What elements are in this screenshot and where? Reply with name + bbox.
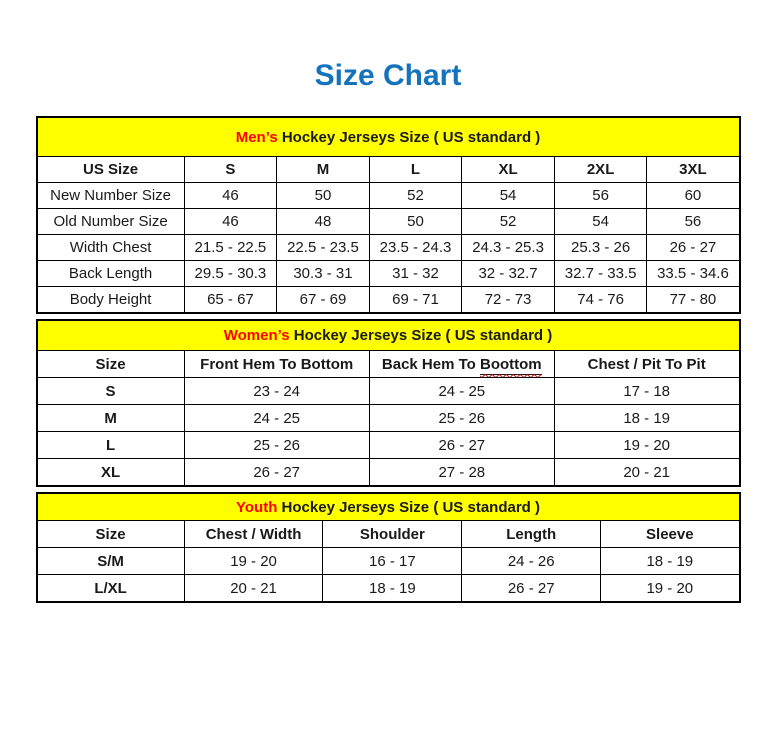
cell-value: 26 - 27 (184, 459, 369, 487)
column-header: Length (462, 521, 601, 548)
table-row (37, 575, 740, 603)
cell-value: 23 - 24 (184, 378, 369, 405)
cell-value: 26 - 27 (369, 432, 554, 459)
cell-value: 20 - 21 (554, 459, 739, 487)
cell-value: 67 - 69 (277, 287, 370, 314)
misspelled-word: Boottom (480, 355, 542, 373)
section-header-text: Hockey Jerseys Size ( US standard ) (277, 128, 541, 146)
cell-value: 25.3 - 26 (554, 235, 647, 261)
table-row (37, 261, 740, 287)
cell-value: 54 (554, 209, 647, 235)
cell-value: 54 (462, 183, 555, 209)
column-header: 3XL (647, 157, 740, 183)
cell-value: 74 - 76 (554, 287, 647, 314)
cell-value: 23.5 - 24.3 (369, 235, 462, 261)
column-header: 2XL (554, 157, 647, 183)
cell-value: 24 - 25 (184, 405, 369, 432)
column-header: L (369, 157, 462, 183)
column-header: S (184, 157, 277, 183)
cell-value: 46 (184, 209, 277, 235)
cell-value: 50 (369, 209, 462, 235)
row-label: S/M (37, 548, 185, 575)
womens-band-row (37, 320, 740, 351)
cell-value: 72 - 73 (462, 287, 555, 314)
row-label: XL (37, 459, 185, 487)
section-header-text: Hockey Jerseys Size ( US standard ) (289, 327, 553, 344)
cell-value: 18 - 19 (554, 405, 739, 432)
table-row (37, 405, 740, 432)
table-row (37, 548, 740, 575)
page-title: Size Chart (314, 59, 462, 92)
cell-value: 50 (277, 183, 370, 209)
mens-section-header (37, 117, 740, 157)
cell-value: 16 - 17 (323, 548, 462, 575)
cell-value: 25 - 26 (369, 405, 554, 432)
cell-value: 30.3 - 31 (277, 261, 370, 287)
cell-value: 22.5 - 23.5 (277, 235, 370, 261)
cell-value: 27 - 28 (369, 459, 554, 487)
cell-value: 24.3 - 25.3 (462, 235, 555, 261)
size-chart-tables (36, 116, 741, 603)
womens-size-table (36, 319, 741, 487)
row-label: Body Height (37, 287, 185, 314)
section-header-text: Hockey Jerseys Size ( US standard ) (277, 498, 540, 516)
section-header-highlight: Men’s (235, 128, 278, 146)
table-row (37, 378, 740, 405)
cell-value: 52 (369, 183, 462, 209)
cell-value: 24 - 26 (462, 548, 601, 575)
cell-value: 46 (184, 183, 277, 209)
row-label: S (37, 378, 185, 405)
row-label: L/XL (37, 575, 185, 603)
cell-value: 56 (647, 209, 740, 235)
row-label: Old Number Size (37, 209, 185, 235)
cell-value: 60 (647, 183, 740, 209)
cell-value: 31 - 32 (369, 261, 462, 287)
column-header: Size (37, 351, 185, 378)
cell-value: 19 - 20 (184, 548, 323, 575)
section-header-highlight: Youth (236, 498, 278, 516)
cell-value: 48 (277, 209, 370, 235)
cell-value: 19 - 20 (554, 432, 739, 459)
cell-value: 26 - 27 (647, 235, 740, 261)
cell-value: 18 - 19 (601, 548, 740, 575)
cell-value: 32.7 - 33.5 (554, 261, 647, 287)
cell-value: 26 - 27 (462, 575, 601, 603)
youth-header-row (37, 521, 740, 548)
cell-value: 33.5 - 34.6 (647, 261, 740, 287)
column-header: Back Hem To Boottom (369, 351, 554, 378)
table-row (37, 209, 740, 235)
row-label: Width Chest (37, 235, 185, 261)
cell-value: 17 - 18 (554, 378, 739, 405)
youth-section-header (37, 493, 740, 521)
table-row (37, 459, 740, 487)
cell-value: 18 - 19 (323, 575, 462, 603)
column-header: Size (37, 521, 185, 548)
section-header-highlight: Women’s (223, 327, 290, 344)
row-label: M (37, 405, 185, 432)
column-header: Chest / Pit To Pit (554, 351, 739, 378)
column-header: Chest / Width (184, 521, 323, 548)
youth-band-row (37, 493, 740, 521)
row-label: L (37, 432, 185, 459)
column-header: XL (462, 157, 555, 183)
table-row (37, 287, 740, 314)
womens-header-row (37, 351, 740, 378)
column-header: Front Hem To Bottom (184, 351, 369, 378)
mens-band-row (37, 117, 740, 157)
cell-value: 69 - 71 (369, 287, 462, 314)
column-header: US Size (37, 157, 185, 183)
cell-value: 32 - 32.7 (462, 261, 555, 287)
table-row (37, 183, 740, 209)
table-row (37, 235, 740, 261)
cell-value: 19 - 20 (601, 575, 740, 603)
column-header: M (277, 157, 370, 183)
cell-value: 21.5 - 22.5 (184, 235, 277, 261)
cell-value: 24 - 25 (369, 378, 554, 405)
row-label: New Number Size (37, 183, 185, 209)
column-header: Shoulder (323, 521, 462, 548)
cell-value: 56 (554, 183, 647, 209)
cell-value: 29.5 - 30.3 (184, 261, 277, 287)
cell-value: 77 - 80 (647, 287, 740, 314)
youth-size-table (36, 492, 741, 603)
cell-value: 20 - 21 (184, 575, 323, 603)
womens-section-header (37, 320, 740, 351)
cell-value: 25 - 26 (184, 432, 369, 459)
row-label: Back Length (37, 261, 185, 287)
column-header: Sleeve (601, 521, 740, 548)
mens-header-row (37, 157, 740, 183)
mens-size-table (36, 116, 741, 314)
cell-value: 52 (462, 209, 555, 235)
table-row (37, 432, 740, 459)
cell-value: 65 - 67 (184, 287, 277, 314)
